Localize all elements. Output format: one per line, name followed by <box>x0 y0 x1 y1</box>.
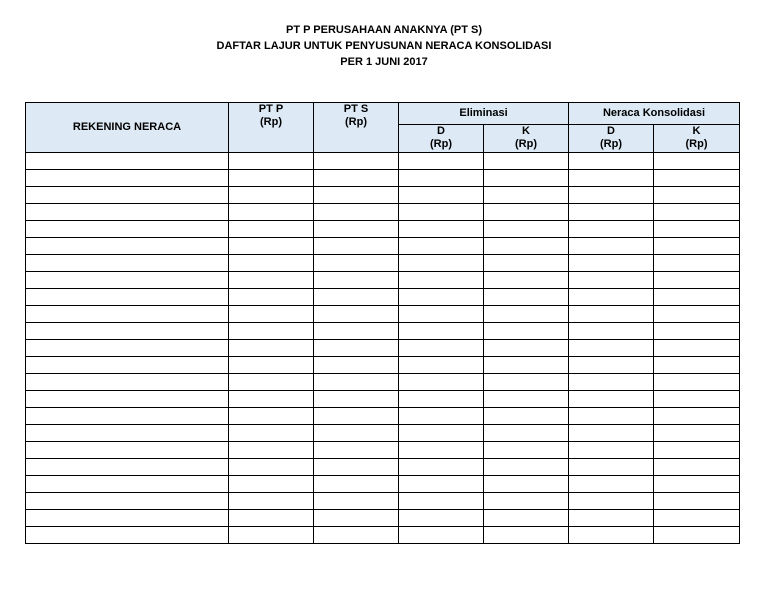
header-elim-credit-label: K <box>522 125 530 137</box>
table-cell <box>569 238 654 255</box>
table-cell <box>26 425 229 442</box>
table-cell <box>569 306 654 323</box>
table-cell <box>314 187 399 204</box>
header-elim-credit-unit: (Rp) <box>515 138 537 150</box>
table-cell <box>484 323 569 340</box>
table-cell <box>484 374 569 391</box>
table-cell <box>569 272 654 289</box>
table-cell <box>26 408 229 425</box>
table-cell <box>654 272 740 289</box>
table-cell <box>399 221 484 238</box>
table-cell <box>399 391 484 408</box>
table-cell <box>484 204 569 221</box>
table-row <box>26 187 740 204</box>
table-cell <box>399 204 484 221</box>
table-cell <box>399 493 484 510</box>
table-cell <box>569 476 654 493</box>
table-cell <box>26 306 229 323</box>
table-row <box>26 459 740 476</box>
table-cell <box>654 323 740 340</box>
table-cell <box>654 221 740 238</box>
table-cell <box>229 476 314 493</box>
table-cell <box>399 255 484 272</box>
header-elim-debit-unit: (Rp) <box>430 138 452 150</box>
table-cell <box>484 221 569 238</box>
table-cell <box>26 442 229 459</box>
table-row <box>26 323 740 340</box>
table-cell <box>399 272 484 289</box>
table-cell <box>484 476 569 493</box>
table-cell <box>229 408 314 425</box>
header-pt-p-unit: (Rp) <box>260 116 282 128</box>
table-cell <box>399 510 484 527</box>
table-cell <box>229 272 314 289</box>
table-cell <box>484 527 569 544</box>
table-cell <box>314 272 399 289</box>
document-title-block <box>0 22 768 70</box>
table-cell <box>399 459 484 476</box>
table-cell <box>314 221 399 238</box>
table-row <box>26 527 740 544</box>
table-cell <box>314 340 399 357</box>
table-cell <box>314 493 399 510</box>
header-pt-p <box>229 103 314 153</box>
table-row <box>26 238 740 255</box>
table-cell <box>314 323 399 340</box>
table-cell <box>26 476 229 493</box>
table-cell <box>399 374 484 391</box>
table-cell <box>229 340 314 357</box>
table-cell <box>314 170 399 187</box>
table-cell <box>399 323 484 340</box>
table-row <box>26 391 740 408</box>
table-cell <box>399 238 484 255</box>
table-cell <box>569 255 654 272</box>
table-cell <box>484 153 569 170</box>
table-cell <box>26 459 229 476</box>
table-body <box>26 153 740 544</box>
table-cell <box>26 391 229 408</box>
table-cell <box>484 357 569 374</box>
table-cell <box>229 204 314 221</box>
table-cell <box>26 187 229 204</box>
table-cell <box>26 289 229 306</box>
table-cell <box>654 391 740 408</box>
table-cell <box>399 408 484 425</box>
table-cell <box>654 476 740 493</box>
table-cell <box>26 272 229 289</box>
table-cell <box>26 510 229 527</box>
table-cell <box>484 493 569 510</box>
table-cell <box>569 391 654 408</box>
header-account: REKENING NERACA <box>26 103 229 153</box>
header-cons-credit <box>654 125 740 153</box>
table-cell <box>229 527 314 544</box>
table-cell <box>654 255 740 272</box>
table-cell <box>26 255 229 272</box>
table-cell <box>399 476 484 493</box>
table-cell <box>314 289 399 306</box>
table-cell <box>26 357 229 374</box>
table-cell <box>314 374 399 391</box>
table-cell <box>484 340 569 357</box>
table-cell <box>314 408 399 425</box>
header-cons-credit-label: K <box>692 125 701 137</box>
table-cell <box>229 221 314 238</box>
table-cell <box>484 510 569 527</box>
table-cell <box>229 289 314 306</box>
table-header <box>26 103 740 153</box>
header-cons-debit-label: D <box>607 125 615 137</box>
table-cell <box>229 459 314 476</box>
table-row <box>26 425 740 442</box>
table-row <box>26 306 740 323</box>
table-cell <box>399 289 484 306</box>
table-cell <box>229 153 314 170</box>
table-cell <box>484 408 569 425</box>
table-cell <box>399 442 484 459</box>
table-cell <box>654 425 740 442</box>
table-cell <box>229 425 314 442</box>
header-pt-s <box>314 103 399 153</box>
table-cell <box>569 493 654 510</box>
table-cell <box>314 238 399 255</box>
table-cell <box>314 510 399 527</box>
table-cell <box>569 510 654 527</box>
table-cell <box>229 306 314 323</box>
table-cell <box>654 374 740 391</box>
table-cell <box>399 187 484 204</box>
table-cell <box>654 357 740 374</box>
table-cell <box>569 408 654 425</box>
table-row <box>26 442 740 459</box>
table-cell <box>484 391 569 408</box>
table-row <box>26 340 740 357</box>
table-cell <box>399 306 484 323</box>
table-cell <box>26 204 229 221</box>
table-cell <box>229 442 314 459</box>
header-pt-p-label: PT P <box>258 103 284 115</box>
table-cell <box>654 204 740 221</box>
table-cell <box>569 340 654 357</box>
table-cell <box>229 238 314 255</box>
header-pt-s-label: PT S <box>343 103 369 115</box>
table-cell <box>484 459 569 476</box>
table-cell <box>654 306 740 323</box>
table-cell <box>399 527 484 544</box>
table-cell <box>229 391 314 408</box>
title-date: PER 1 JUNI 2017 <box>340 56 428 68</box>
table-row <box>26 221 740 238</box>
table-cell <box>26 323 229 340</box>
header-cons-debit <box>569 125 654 153</box>
table-row <box>26 272 740 289</box>
table-cell <box>229 323 314 340</box>
table-cell <box>569 187 654 204</box>
table-cell <box>26 374 229 391</box>
table-cell <box>26 170 229 187</box>
table-cell <box>314 306 399 323</box>
table-cell <box>484 187 569 204</box>
table-cell <box>569 374 654 391</box>
table-cell <box>484 442 569 459</box>
table-cell <box>314 425 399 442</box>
table-cell <box>484 272 569 289</box>
table-cell <box>654 493 740 510</box>
header-elim-debit-label: D <box>437 125 445 137</box>
table-cell <box>569 204 654 221</box>
table-row <box>26 204 740 221</box>
consolidation-worksheet-table <box>25 102 740 544</box>
table-cell <box>229 510 314 527</box>
table-cell <box>654 442 740 459</box>
table-cell <box>399 170 484 187</box>
table-cell <box>314 459 399 476</box>
table-cell <box>229 255 314 272</box>
table-row <box>26 476 740 493</box>
table-cell <box>399 357 484 374</box>
table-cell <box>484 306 569 323</box>
table-row <box>26 153 740 170</box>
table-cell <box>484 425 569 442</box>
header-elim-debit <box>399 125 484 153</box>
table-cell <box>569 323 654 340</box>
table-cell <box>569 425 654 442</box>
header-eliminasi: Eliminasi <box>399 103 569 125</box>
header-elim-credit <box>484 125 569 153</box>
table-cell <box>399 153 484 170</box>
table-cell <box>26 493 229 510</box>
table-cell <box>314 153 399 170</box>
header-neraca-konsolidasi: Neraca Konsolidasi <box>569 103 740 125</box>
table-row <box>26 255 740 272</box>
table-cell <box>654 459 740 476</box>
table-cell <box>26 221 229 238</box>
table-row <box>26 289 740 306</box>
header-cons-credit-unit: (Rp) <box>685 138 708 150</box>
table-row <box>26 510 740 527</box>
table-cell <box>26 153 229 170</box>
table-cell <box>654 170 740 187</box>
title-company: PT P PERUSAHAAN ANAKNYA (PT S) <box>286 24 482 36</box>
table-cell <box>654 408 740 425</box>
table-cell <box>26 527 229 544</box>
table-cell <box>229 357 314 374</box>
table-cell <box>654 527 740 544</box>
table-cell <box>314 357 399 374</box>
header-cons-debit-unit: (Rp) <box>600 138 623 150</box>
table-cell <box>569 153 654 170</box>
table-cell <box>26 238 229 255</box>
table-cell <box>314 255 399 272</box>
table-cell <box>654 340 740 357</box>
table-cell <box>229 493 314 510</box>
table-cell <box>654 187 740 204</box>
table-cell <box>314 476 399 493</box>
table-cell <box>399 425 484 442</box>
table-cell <box>314 204 399 221</box>
table-row <box>26 408 740 425</box>
table-cell <box>399 340 484 357</box>
table-cell <box>654 510 740 527</box>
table-cell <box>484 170 569 187</box>
table-cell <box>484 238 569 255</box>
table-cell <box>569 442 654 459</box>
table-cell <box>654 153 740 170</box>
table-row <box>26 170 740 187</box>
table-cell <box>654 238 740 255</box>
table-cell <box>569 289 654 306</box>
header-pt-s-unit: (Rp) <box>345 116 367 128</box>
table-cell <box>569 170 654 187</box>
title-worksheet: DAFTAR LAJUR UNTUK PENYUSUNAN NERACA KONSOLIDASI <box>216 40 552 52</box>
table-cell <box>314 391 399 408</box>
table-cell <box>654 289 740 306</box>
table-cell <box>484 289 569 306</box>
table-cell <box>229 187 314 204</box>
table-cell <box>569 459 654 476</box>
table-cell <box>569 527 654 544</box>
table-cell <box>229 170 314 187</box>
table-cell <box>569 221 654 238</box>
table-row <box>26 357 740 374</box>
table-cell <box>569 357 654 374</box>
table-cell <box>314 442 399 459</box>
table-cell <box>484 255 569 272</box>
table-row <box>26 374 740 391</box>
table-row <box>26 493 740 510</box>
table-cell <box>229 374 314 391</box>
table-cell <box>314 527 399 544</box>
table-cell <box>26 340 229 357</box>
